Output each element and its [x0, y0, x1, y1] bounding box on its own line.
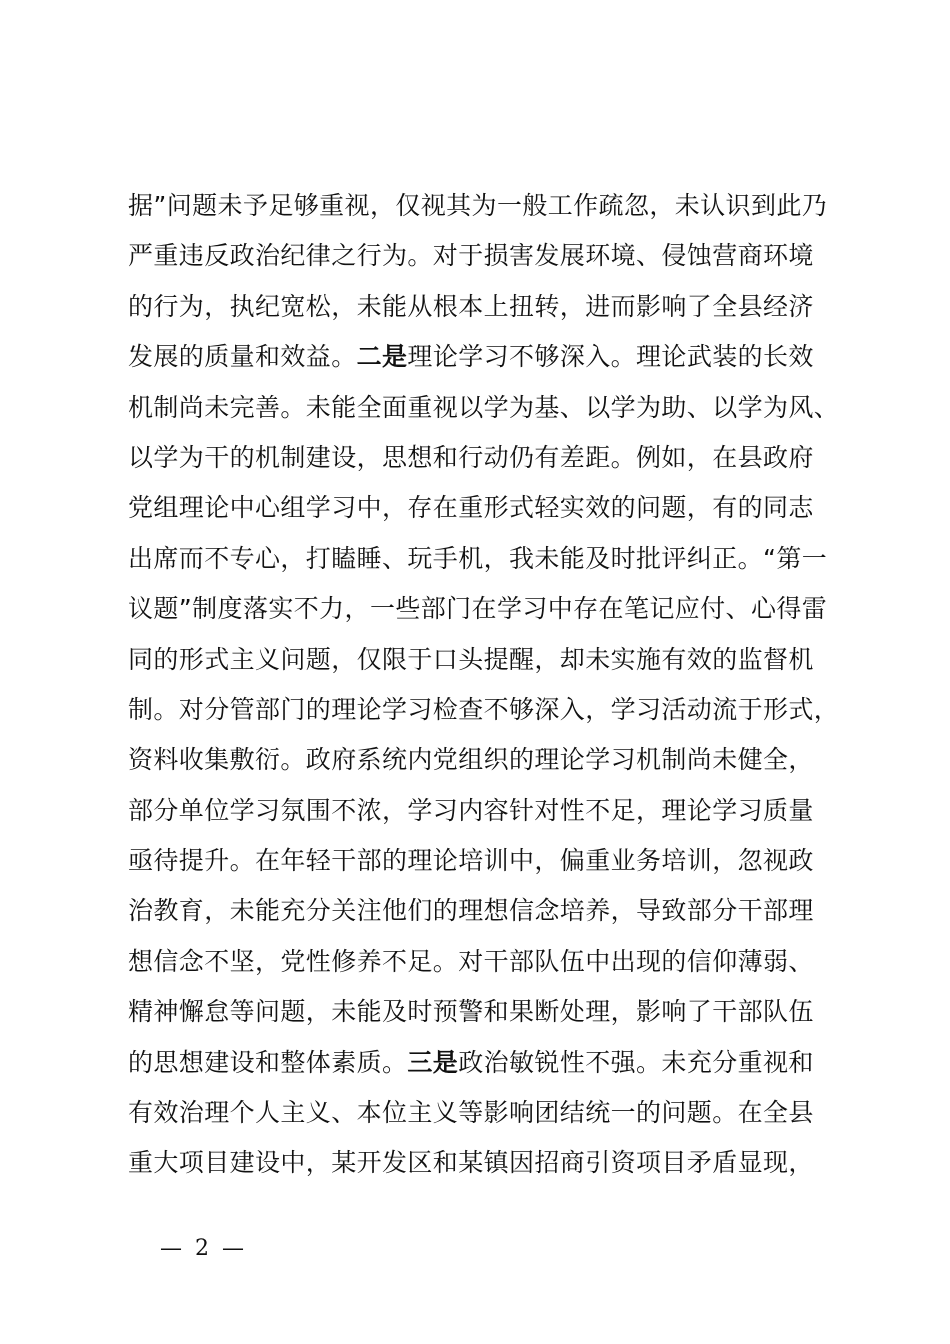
- page-number: — 2 —: [160, 1236, 247, 1261]
- text-line-12: 资料收集敷衍。政府系统内党组织的理论学习机制尚未健全，: [128, 745, 814, 775]
- text-line-17: 精神懈怠等问题，未能及时预警和果断处理，影响了干部队伍: [128, 997, 814, 1027]
- text-line-16: 想信念不坚，党性修养不足。对干部队伍中出现的信仰薄弱、: [128, 946, 814, 976]
- text-line-10: 同的形式主义问题，仅限于口头提醒，却未实施有效的监督机: [128, 644, 814, 674]
- text-run: 的思想建设和整体素质。: [128, 1047, 408, 1077]
- text-line-5: 机制尚未完善。未能全面重视以学为基、以学为助、以学为风、: [128, 392, 840, 422]
- text-line-13: 部分单位学习氛围不浓，学习内容针对性不足，理论学习质量: [128, 795, 814, 825]
- text-line-3: 的行为，执纪宽松，未能从根本上扭转，进而影响了全县经济: [128, 291, 814, 321]
- text-line-15: 治教育，未能充分关注他们的理想信念培养，导致部分干部理: [128, 896, 814, 926]
- text-line-7: 党组理论中心组学习中，存在重形式轻实效的问题，有的同志: [128, 493, 814, 523]
- text-line-11: 制。对分管部门的理论学习检查不够深入，学习活动流于形式，: [128, 694, 840, 724]
- text-line-1: 据”问题未予足够重视，仅视其为一般工作疏忽，未认识到此乃: [128, 191, 828, 220]
- text-line-2: 严重违反政治纪律之行为。对于损害发展环境、侵蚀营商环境: [128, 241, 814, 271]
- text-run: 发展的质量和效益。: [128, 342, 357, 372]
- text-run: 理论学习不够深入。理论武装的长效: [407, 342, 814, 372]
- text-line-6: 以学为干的机制建设，思想和行动仍有差距。例如，在县政府: [128, 442, 814, 472]
- text-line-19: 有效治理个人主义、本位主义等影响团结统一的问题。在全县: [128, 1098, 814, 1128]
- emphasis-run: 二是: [356, 342, 408, 372]
- text-line-20: 重大项目建设中，某开发区和某镇因招商引资项目矛盾显现，: [128, 1148, 814, 1178]
- emphasis-run: 三是: [407, 1047, 459, 1077]
- text-line-8: 出席而不专心，打瞌睡、玩手机，我未能及时批评纠正。“第一: [128, 543, 828, 573]
- text-run: 政治敏锐性不强。未充分重视和: [458, 1047, 814, 1077]
- text-line-18: [128, 1038, 860, 1088]
- text-line-14: 亟待提升。在年轻干部的理论培训中，偏重业务培训，忽视政: [128, 846, 814, 876]
- body-text: [128, 181, 860, 1189]
- text-line-9: 议题”制度落实不力，一些部门在学习中存在笔记应付、心得雷: [128, 594, 828, 624]
- text-line-4: [128, 332, 860, 382]
